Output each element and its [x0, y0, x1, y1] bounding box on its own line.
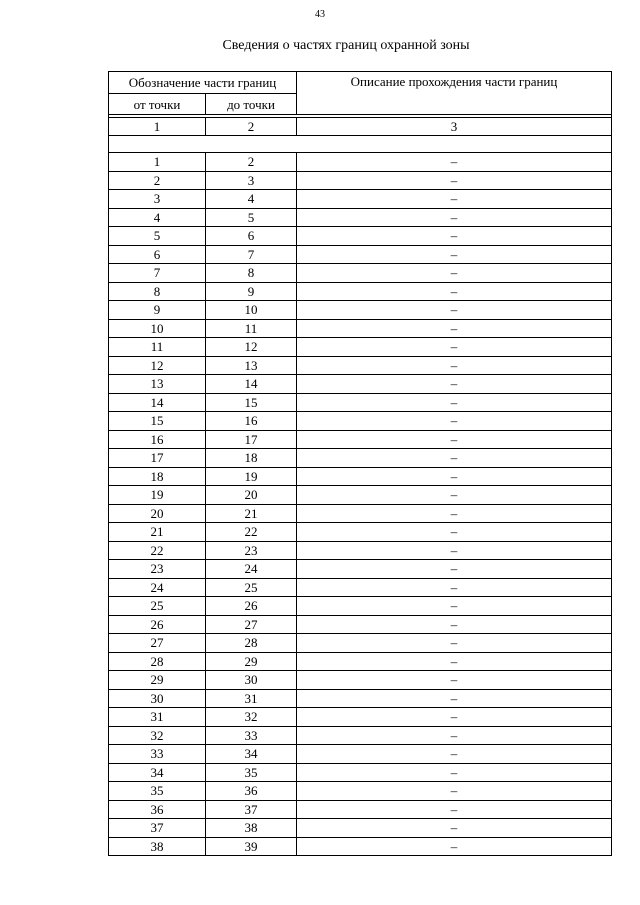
- table-header-row: [109, 72, 612, 94]
- to-point-cell: 35: [206, 763, 297, 782]
- to-point-cell: 15: [206, 393, 297, 412]
- from-point-cell: 25: [109, 597, 206, 616]
- from-point-cell: 3: [109, 190, 206, 209]
- document-title: Сведения о частях границ охранной зоны: [222, 38, 470, 53]
- description-cell: –: [297, 560, 612, 579]
- to-point-cell: 38: [206, 819, 297, 838]
- description-cell: –: [297, 689, 612, 708]
- to-point-cell: 16: [206, 412, 297, 431]
- to-point-cell: 37: [206, 800, 297, 819]
- table-row: [109, 319, 612, 338]
- description-cell: –: [297, 171, 612, 190]
- to-point-cell: 4: [206, 190, 297, 209]
- table-row: [109, 708, 612, 727]
- to-point-cell: 25: [206, 578, 297, 597]
- description-cell: –: [297, 504, 612, 523]
- table-row: [109, 800, 612, 819]
- to-point-cell: 20: [206, 486, 297, 505]
- from-point-cell: 9: [109, 301, 206, 320]
- to-point-cell: 30: [206, 671, 297, 690]
- from-point-cell: 30: [109, 689, 206, 708]
- from-point-cell: 19: [109, 486, 206, 505]
- description-cell: –: [297, 819, 612, 838]
- from-point-cell: 21: [109, 523, 206, 542]
- description-cell: –: [297, 578, 612, 597]
- description-cell: –: [297, 190, 612, 209]
- description-cell: –: [297, 412, 612, 431]
- description-cell: –: [297, 541, 612, 560]
- description-cell: –: [297, 245, 612, 264]
- description-cell: –: [297, 301, 612, 320]
- table-row: [109, 523, 612, 542]
- description-cell: –: [297, 763, 612, 782]
- table-row: [109, 375, 612, 394]
- from-point-cell: 7: [109, 264, 206, 283]
- description-cell: –: [297, 708, 612, 727]
- description-cell: –: [297, 208, 612, 227]
- page-number: 43: [315, 9, 325, 20]
- from-point-cell: 1: [109, 153, 206, 172]
- table-row: [109, 763, 612, 782]
- description-cell: –: [297, 597, 612, 616]
- table-row: [109, 301, 612, 320]
- from-point-cell: 18: [109, 467, 206, 486]
- from-point-cell: 10: [109, 319, 206, 338]
- to-point-cell: 6: [206, 227, 297, 246]
- table-row: [109, 264, 612, 283]
- table-row: [109, 837, 612, 856]
- from-point-cell: 12: [109, 356, 206, 375]
- table-row: [109, 615, 612, 634]
- table-row: [109, 689, 612, 708]
- from-point-cell: 6: [109, 245, 206, 264]
- from-point-cell: 4: [109, 208, 206, 227]
- from-point-cell: 15: [109, 412, 206, 431]
- column-number: 3: [297, 118, 612, 136]
- from-point-cell: 36: [109, 800, 206, 819]
- to-point-cell: 11: [206, 319, 297, 338]
- to-point-cell: 24: [206, 560, 297, 579]
- description-cell: –: [297, 227, 612, 246]
- from-point-cell: 38: [109, 837, 206, 856]
- description-cell: –: [297, 467, 612, 486]
- description-cell: –: [297, 430, 612, 449]
- from-point-cell: 32: [109, 726, 206, 745]
- boundary-parts-table: [108, 71, 612, 856]
- from-point-cell: 2: [109, 171, 206, 190]
- table-row: [109, 393, 612, 412]
- table-row: [109, 338, 612, 357]
- table-row: [109, 171, 612, 190]
- table-row: [109, 412, 612, 431]
- description-cell: –: [297, 726, 612, 745]
- table-row: [109, 504, 612, 523]
- description-cell: –: [297, 634, 612, 653]
- table-row: [109, 245, 612, 264]
- from-point-cell: 34: [109, 763, 206, 782]
- from-point-cell: 31: [109, 708, 206, 727]
- section-blank-row: [109, 136, 612, 153]
- to-point-cell: 2: [206, 153, 297, 172]
- to-point-cell: 3: [206, 171, 297, 190]
- from-point-cell: 5: [109, 227, 206, 246]
- from-point-cell: 27: [109, 634, 206, 653]
- to-point-cell: 14: [206, 375, 297, 394]
- table-row: [109, 782, 612, 801]
- to-point-cell: 28: [206, 634, 297, 653]
- header-from-point: от точки: [109, 94, 206, 115]
- from-point-cell: 13: [109, 375, 206, 394]
- header-boundary-designation: Обозначение части границ: [109, 72, 297, 94]
- description-cell: –: [297, 264, 612, 283]
- to-point-cell: 8: [206, 264, 297, 283]
- table-row: [109, 190, 612, 209]
- from-point-cell: 23: [109, 560, 206, 579]
- description-cell: –: [297, 486, 612, 505]
- description-cell: –: [297, 375, 612, 394]
- table-row: [109, 578, 612, 597]
- to-point-cell: 27: [206, 615, 297, 634]
- column-number: 1: [109, 118, 206, 136]
- header-to-point: до точки: [206, 94, 297, 115]
- table-row: [109, 486, 612, 505]
- to-point-cell: 18: [206, 449, 297, 468]
- description-cell: –: [297, 449, 612, 468]
- from-point-cell: 33: [109, 745, 206, 764]
- from-point-cell: 20: [109, 504, 206, 523]
- table-row: [109, 560, 612, 579]
- to-point-cell: 36: [206, 782, 297, 801]
- to-point-cell: 23: [206, 541, 297, 560]
- from-point-cell: 35: [109, 782, 206, 801]
- to-point-cell: 10: [206, 301, 297, 320]
- to-point-cell: 9: [206, 282, 297, 301]
- table-row: [109, 153, 612, 172]
- table-row: [109, 208, 612, 227]
- to-point-cell: 34: [206, 745, 297, 764]
- from-point-cell: 29: [109, 671, 206, 690]
- from-point-cell: 16: [109, 430, 206, 449]
- table-row: [109, 597, 612, 616]
- table-row: [109, 819, 612, 838]
- from-point-cell: 24: [109, 578, 206, 597]
- from-point-cell: 28: [109, 652, 206, 671]
- description-cell: –: [297, 338, 612, 357]
- from-point-cell: 37: [109, 819, 206, 838]
- description-cell: –: [297, 745, 612, 764]
- table-row: [109, 634, 612, 653]
- from-point-cell: 26: [109, 615, 206, 634]
- column-number: 2: [206, 118, 297, 136]
- to-point-cell: 39: [206, 837, 297, 856]
- to-point-cell: 12: [206, 338, 297, 357]
- column-number-row: [109, 118, 612, 136]
- table-row: [109, 430, 612, 449]
- to-point-cell: 7: [206, 245, 297, 264]
- to-point-cell: 21: [206, 504, 297, 523]
- to-point-cell: 29: [206, 652, 297, 671]
- description-cell: –: [297, 837, 612, 856]
- description-cell: –: [297, 153, 612, 172]
- description-cell: –: [297, 356, 612, 375]
- description-cell: –: [297, 393, 612, 412]
- description-cell: –: [297, 523, 612, 542]
- description-cell: –: [297, 319, 612, 338]
- table-row: [109, 467, 612, 486]
- to-point-cell: 13: [206, 356, 297, 375]
- table-row: [109, 356, 612, 375]
- table-row: [109, 449, 612, 468]
- to-point-cell: 5: [206, 208, 297, 227]
- description-cell: –: [297, 615, 612, 634]
- table-row: [109, 745, 612, 764]
- from-point-cell: 17: [109, 449, 206, 468]
- to-point-cell: 22: [206, 523, 297, 542]
- to-point-cell: 31: [206, 689, 297, 708]
- to-point-cell: 19: [206, 467, 297, 486]
- from-point-cell: 14: [109, 393, 206, 412]
- to-point-cell: 17: [206, 430, 297, 449]
- description-cell: –: [297, 800, 612, 819]
- table-row: [109, 671, 612, 690]
- table-row: [109, 282, 612, 301]
- table-row: [109, 541, 612, 560]
- table-row: [109, 227, 612, 246]
- to-point-cell: 32: [206, 708, 297, 727]
- description-cell: –: [297, 652, 612, 671]
- table-row: [109, 652, 612, 671]
- description-cell: –: [297, 782, 612, 801]
- to-point-cell: 33: [206, 726, 297, 745]
- table-body: [109, 153, 612, 856]
- table-row: [109, 726, 612, 745]
- description-cell: –: [297, 282, 612, 301]
- from-point-cell: 8: [109, 282, 206, 301]
- from-point-cell: 11: [109, 338, 206, 357]
- to-point-cell: 26: [206, 597, 297, 616]
- description-cell: –: [297, 671, 612, 690]
- header-description: Описание прохождения части границ: [297, 72, 612, 115]
- from-point-cell: 22: [109, 541, 206, 560]
